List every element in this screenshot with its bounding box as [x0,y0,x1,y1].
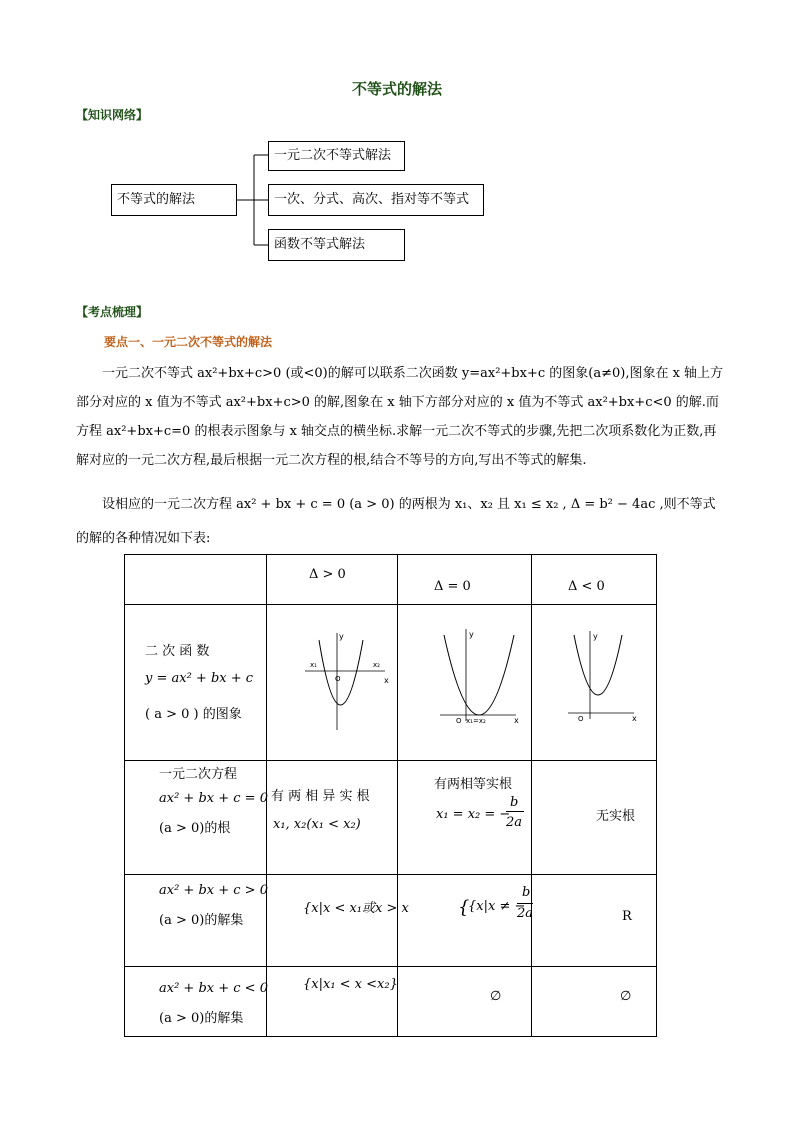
point1-title: 要点一、一元二次不等式的解法 [104,335,273,349]
lt-cell-delta-pos: {x|x₁ < x <x₂} [267,967,398,1037]
net-root-box: 不等式的解法 [111,184,237,216]
table-row-graph [125,605,657,761]
page-title: 不等式的解法 [351,80,442,98]
paragraph-1 [76,359,726,475]
graph-cell-delta-zero [398,605,532,761]
parabola-no-root [532,605,656,761]
table-header-cell: Δ = 0 [398,555,532,605]
solution-table [124,554,657,1037]
table-row-gt [125,875,657,967]
roots-cell-delta-pos: 有 两 相 异 实 根 x₁, x₂(x₁ < x₂) [267,761,398,875]
net-branch-1: 一元二次不等式解法 [268,141,405,171]
fraction-bar [506,811,524,812]
gt-cell-delta-neg: R [532,875,657,967]
review-heading: 【考点梳理】 [76,305,149,319]
svg-text:x: x [514,716,519,725]
row-label-gt: ax² + bx + c > 0 (a > 0)的解集 [125,875,267,967]
graph-cell-delta-neg [532,605,657,761]
parabola-one-root [398,605,531,761]
svg-text:y: y [593,632,598,641]
gt-cell-delta-pos: {x|x < x₁或x > x [267,875,398,967]
brace: { [458,897,470,918]
svg-text:x₂: x₂ [373,661,380,669]
net-branch-3: 函数不等式解法 [268,229,405,261]
svg-text:O: O [578,715,584,723]
lt-cell-delta-zero: ∅ [398,967,532,1037]
svg-text:y: y [339,632,344,641]
svg-text:x: x [632,714,637,723]
table-header-empty [125,555,267,605]
row-label-graph: 二 次 函 数 y = ax² + bx + c ( a > 0 ) 的图象 [125,605,267,761]
svg-text:O: O [335,675,341,683]
paragraph-1-text: 一元二次不等式 ax²+bx+c>0 (或<0)的解可以联系二次函数 y=ax²+bx+c 的图象(a≠0),图象在 x 轴上方部分对应的 x 值为不等式 ax²+bx+c>0 的解,图象在 x 轴下方部分对应的 x 值为不等式 ax²+bx+c<0 的解.而方程 ax²+bx+c=0 的根表示图象与 x 轴交点的横坐标.求解一元二次不等式的步骤,先把二次项系数化为正数,再解对应的一元二次方程,最后根据一元二次方程的根,结合不等号的方向,写出不等式的解集. [76,366,724,468]
svg-text:x₁: x₁ [310,661,317,669]
parabola-two-roots [267,605,397,761]
paragraph-2b: 的解的各种情况如下表: [76,531,211,546]
lt-cell-delta-neg: ∅ [532,967,657,1037]
paragraph-2a: 设相应的一元二次方程 ax² + bx + c = 0 (a > 0) 的两根为 x₁、x₂ 且 x₁ ≤ x₂ , Δ = b² − 4ac ,则不等式 [102,497,716,512]
table-header-cell: Δ < 0 [532,555,657,605]
roots-cell-delta-zero: 有两相等实根 x₁ = x₂ = − b 2a [398,761,532,875]
row-label-lt: ax² + bx + c < 0 (a > 0)的解集 [125,967,267,1037]
net-branch-2: 一次、分式、高次、指对等不等式 [268,184,484,216]
table-row-roots [125,761,657,875]
table-header-row [125,555,657,605]
row-label-roots: 一元二次方程 ax² + bx + c = 0 (a > 0)的根 [125,761,267,875]
table-row-lt [125,967,657,1037]
gt-cell-delta-zero: { {x|x ≠ − b 2a [398,875,532,967]
knowledge-net-heading: 【知识网络】 [76,108,149,122]
table-header-cell: Δ > 0 [267,555,398,605]
svg-text:x: x [384,676,389,685]
svg-text:x₁=x₂: x₁=x₂ [466,717,486,725]
svg-text:O: O [456,717,462,725]
graph-cell-delta-pos [267,605,398,761]
svg-text:y: y [469,630,474,639]
roots-cell-delta-neg: 无实根 [532,761,657,875]
